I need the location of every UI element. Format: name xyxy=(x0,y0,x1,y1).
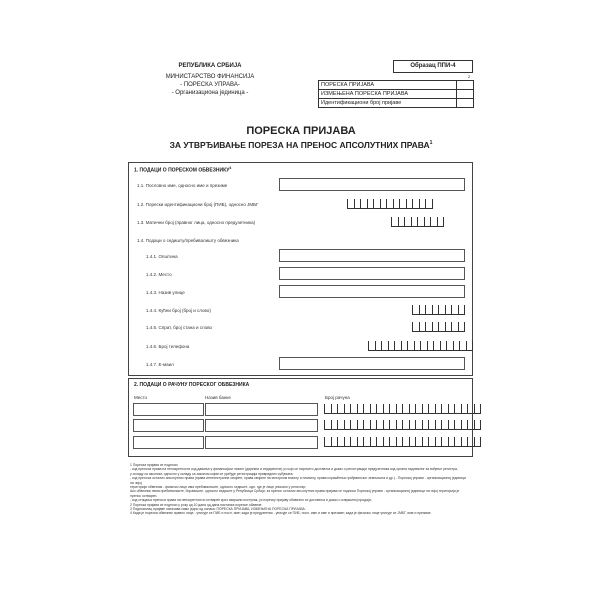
footnote-line: територији обвезник - физичко лице има пребивалиште, односно седиште, одн. где је лице уписано у регистар; xyxy=(130,485,307,490)
status-label: ПОРЕСКА ПРИЈАВА xyxy=(319,81,457,90)
unit-name: - Организациона јединица - xyxy=(171,90,249,96)
column-header-place: Место xyxy=(134,395,148,400)
footnote-line: 3 Подносилац пријаве означава само једно од ознака: ПОРЕСКА ПРИЈАВА, ИЗМЕЊЕНА ПОРЕСКА ПРИЈАВА. xyxy=(130,507,306,512)
field-label-address: 1.4. Подаци о седишту/пребивалишту обвезника xyxy=(137,238,239,243)
field-label-municipality: 1.4.1. Општина xyxy=(146,254,178,259)
footnote-mark-2: 2 xyxy=(468,74,471,79)
status-checkbox[interactable] xyxy=(457,81,474,90)
pib-field[interactable] xyxy=(347,199,433,208)
form-subtitle-text: ЗА УТВРЂИВАЊЕ ПОРЕЗА НА ПРЕНОС АПСОЛУТНИХ ПРАВА xyxy=(169,140,430,150)
section-2-title: 2. ПОДАЦИ О РАЧУНУ ПОРЕСКОГ ОБВЕЗНИКА xyxy=(134,382,250,388)
footnote-line: - код стицања преноса права на непокретности остварен кроз извршни поступак, уз пореску пријаву обавезно се доставља и доказ о извршеној продаји; xyxy=(130,498,372,503)
place-field[interactable] xyxy=(279,267,465,280)
account-place-field[interactable] xyxy=(133,419,204,432)
header-issuer xyxy=(150,62,270,97)
table-row xyxy=(319,99,474,108)
field-label-registry-number: 1.3. Матични број (правног лица, односно предузетника) xyxy=(137,220,256,225)
footnote-line: 1 Пореска пријава се подноси: xyxy=(130,463,179,467)
municipality-field[interactable] xyxy=(279,249,465,262)
footnote-line: 4 Када је порески обвезник правно лице - уписује се ПИБ и посл. име; када је предузетник - уписује се ПИБ, посл. име и име и презиме; када је физичко лице уписује се ЈМБГ, име и презиме. xyxy=(130,511,432,516)
form-subtitle xyxy=(120,140,482,150)
footnote-mark-4: 4 xyxy=(229,166,232,170)
id-number-field[interactable] xyxy=(457,99,474,108)
footnote-line: - код преноса осталих апсолутних права (права интелектуалне својине, права својине на моторном возилу и пловилу, права коришћења грађевинског земљишта и др.) - Пореској управи - организационој јединици на чијој xyxy=(130,476,467,485)
status-checkbox[interactable] xyxy=(457,90,474,99)
email-field[interactable] xyxy=(279,357,465,370)
section-1-title-text: 1. ПОДАЦИ О ПОРЕСКОМ ОБВЕЗНИКУ xyxy=(134,167,230,174)
field-label-name: 1.1. Пословно име, односно име и презиме xyxy=(137,183,228,188)
column-header-bank: Назив банке xyxy=(205,395,231,400)
footnote-line: 2 Пореска пријава се подноси у року од 10 дана од дана настанка пореске обавезе. xyxy=(130,502,263,507)
account-bank-field[interactable] xyxy=(205,436,318,449)
account-number-field[interactable] xyxy=(324,404,481,413)
form-code-badge: Образац ППИ-4 xyxy=(393,60,473,73)
section-1-title xyxy=(134,166,231,174)
field-label-street: 1.4.3. Назив улице xyxy=(146,290,185,295)
account-place-field[interactable] xyxy=(133,436,204,449)
street-field[interactable] xyxy=(279,285,465,298)
field-label-place: 1.4.2. Место xyxy=(146,272,172,277)
footnote-line: у складу са законом, односно у складу са законом којим се уређује регистрација привредних субјеката; xyxy=(130,471,294,476)
administration-name: - ПОРЕСКА УПРАВА- xyxy=(180,82,240,88)
field-label-email: 1.4.7. Е-маил xyxy=(146,362,174,367)
ministry-name: МИНИСТАРСТВО ФИНАНСИЈА xyxy=(165,74,255,80)
field-label-apartment: 1.4.5. Спрат, број стана и слово xyxy=(146,325,213,330)
status-label: ИЗМЕЊЕНА ПОРЕСКА ПРИЈАВА xyxy=(319,90,457,99)
country-name: РЕПУБЛИКА СРБИЈА xyxy=(178,63,242,69)
footnote-line: Ако обвезник нема пребивалиште, боравиште, односно седиште у Републици Србији, за пренос осталих апсолутних права пријава се подноси Пореској управи - организационој јединици на чијој територији је пренос остварен. xyxy=(130,489,460,498)
name-field[interactable] xyxy=(279,178,465,191)
apartment-field[interactable] xyxy=(412,322,465,331)
field-label-pib: 1.2. Порески идентификациони број (ПИБ), односно ЈМБГ xyxy=(137,202,259,207)
form-title: ПОРЕСКА ПРИЈАВА xyxy=(246,125,356,137)
account-bank-field[interactable] xyxy=(205,419,318,432)
field-label-phone: 1.4.6. Број телефона xyxy=(146,344,190,349)
status-table xyxy=(318,80,474,108)
footnotes xyxy=(130,463,470,516)
footnote-mark-1: 1 xyxy=(429,140,433,147)
registry-number-field[interactable] xyxy=(391,217,444,226)
field-label-house-number: 1.4.4. Кућни број (број и слово) xyxy=(146,308,211,313)
account-number-field[interactable] xyxy=(324,437,481,446)
account-bank-field[interactable] xyxy=(205,403,318,416)
table-row xyxy=(319,81,474,90)
status-label: Идентификациони број пријаве xyxy=(319,99,457,108)
account-place-field[interactable] xyxy=(133,403,204,416)
phone-field[interactable] xyxy=(368,341,473,350)
column-header-account: Број рачуна xyxy=(325,395,350,400)
table-row xyxy=(319,90,474,99)
account-number-field[interactable] xyxy=(324,420,481,429)
house-number-field[interactable] xyxy=(412,305,465,314)
footnote-line: - код преноса права на непокретности код давања у финансијски лизинг (дирекни и индиректни) уз који се нарочито доставља и доказ о регистрацији предузетника код органа надлежног за вођење регистра, xyxy=(130,467,458,472)
